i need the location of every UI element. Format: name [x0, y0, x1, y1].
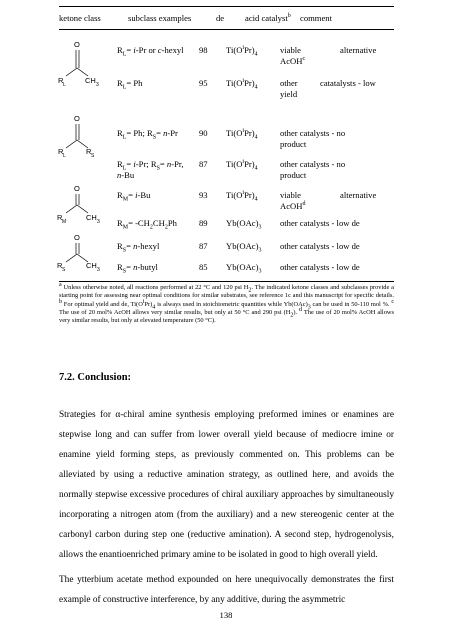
row4-subclass-a: $R_L= i-Pr$; $R_S= n-Pr$,: [117, 159, 184, 172]
svg-text:M: M: [62, 219, 67, 225]
section-heading: 7.2. Conclusion:: [59, 372, 132, 383]
header-subclass-examples: subclass examples: [128, 13, 192, 23]
row6-subclass: $R_M= -CH_2CH_2Ph$: [117, 218, 177, 231]
row1-catalyst: $Ti(O^iPr)_4$: [226, 45, 258, 58]
svg-text:3: 3: [97, 267, 100, 272]
row2-comment-a: other: [280, 78, 298, 88]
row2-de: 95: [199, 78, 208, 88]
structure-oxygen-label: O: [74, 40, 80, 49]
row3-comment-a: other catalysts - no: [280, 128, 346, 138]
row3-de: 90: [199, 128, 208, 138]
svg-text:O: O: [74, 184, 80, 193]
row3-catalyst: $Ti(O^iPr)_4$: [226, 128, 258, 141]
svg-text:L: L: [63, 153, 66, 159]
row2-comment-b: catatalysts - low: [320, 78, 376, 88]
structure-ketone-rl-rs: [57, 112, 107, 172]
row5-de: 93: [199, 190, 208, 200]
svg-text:CH: CH: [86, 213, 97, 222]
row1-comment-b: alternative: [340, 45, 377, 55]
page-number: 138: [219, 610, 233, 620]
header-comment: comment: [300, 13, 332, 23]
svg-text:R: R: [58, 147, 64, 156]
row6-de: 89: [199, 218, 208, 228]
structure-rl-label: R: [58, 76, 64, 85]
structure-methyl-ketone-rm: [57, 183, 107, 227]
row2-comment-c: yield: [280, 89, 298, 99]
table-bottom-rule: [59, 281, 394, 282]
svg-text:O: O: [74, 233, 80, 242]
row5-comment-c: AcOH$^d$: [280, 201, 306, 211]
row7-comment: other catalysts - low de: [280, 241, 360, 251]
row7-catalyst: $Yb(OAc)_3$: [226, 241, 262, 254]
svg-text:S: S: [62, 267, 66, 272]
row1-de: 98: [199, 45, 208, 55]
row5-comment-b: alternative: [340, 190, 377, 200]
structure-methyl-ketone-rl: [57, 38, 107, 98]
conclusion-paragraph-1: Strategies for α-chiral amine synthesis employing preformed imines or enamines are stepwise long and can suffer from lower overall yield because of mediocre imine or enamine yield forming steps, as previously commented on. This problems can be alleviated by using a reductive amination strategy, as outlined here, and avoids the normally stepwise excessive procedures of chiral auxiliary approaches by simultaneously incorporating a nitrogen atom (from the auxiliary) and a new stereogenic center at the carbonyl carbon during step one (reductive amination). A second step, hydrogenolysis, allows the enantioenriched primary amine to be isolated in good to high overall yield.: [59, 410, 394, 560]
row1-subclass: $R_L= i-Pr$ or c-hexyl: [117, 45, 184, 58]
svg-text:3: 3: [97, 219, 100, 225]
row5-subclass: $R_M= i-Bu$: [117, 190, 151, 203]
svg-text:R: R: [57, 261, 63, 270]
row1-comment-c: AcOH$^c$: [280, 56, 306, 66]
row4-catalyst: $Ti(O^iPr)_4$: [226, 159, 258, 172]
row4-de: 87: [199, 159, 208, 169]
row4-comment-c: product: [280, 170, 307, 180]
svg-text:CH: CH: [86, 261, 97, 270]
svg-text:O: O: [74, 114, 80, 123]
row3-subclass: $R_L= Ph$; $R_S= n-Pr$: [117, 128, 178, 141]
row8-subclass: $R_S=$ n-butyl: [117, 262, 158, 275]
row5-catalyst: $Ti(O^iPr)_4$: [226, 190, 258, 203]
svg-text:R: R: [86, 147, 92, 156]
row5-comment-a: viable: [280, 190, 301, 200]
table-footnote: $^a$ Unless otherwise noted, all reactions performed at 22 °C and 120 psi $H_2$. The indicated ketone classes and subclasses provide a starting point for assessing near optimal conditions for similar substrates, see reference 1c and this manuscript for specific details. $^b$ For optimal yield and de, $Ti(O^iPr)_4$ is always used in stoichiometric quantities while $Yb(OAc)_3$ can be used in 50-110 mol %. $^c$ The use of 20 mol% AcOH allows very similar results, but only at 50 °C and 290 psi $(H_2)$. $^d$ The use of 20 mol% AcOH allows very similar results, but only at elevated temperature (50 °C).: [59, 281, 395, 325]
svg-text:3: 3: [96, 82, 99, 88]
row4-subclass-b: n-Bu: [117, 170, 135, 180]
row6-comment: other catalysts - low de: [280, 218, 360, 228]
row2-catalyst: $Ti(O^iPr)_4$: [226, 78, 258, 91]
svg-text:R: R: [57, 213, 63, 222]
svg-text:L: L: [63, 82, 66, 88]
row6-catalyst: $Yb(OAc)_3$: [226, 218, 262, 231]
svg-text:S: S: [91, 153, 95, 159]
header-de: de: [216, 13, 225, 23]
table-top-rule: [59, 6, 394, 7]
svg-text:CH: CH: [85, 76, 96, 85]
header-acid-catalyst: acid catalyst$^b$: [245, 13, 291, 23]
row7-de: 87: [199, 241, 208, 251]
structure-methyl-ketone-rs: [57, 232, 107, 272]
row7-subclass: $R_S=$ n-hexyl: [117, 241, 160, 254]
row4-comment-a: other catalysts - no: [280, 159, 346, 169]
row1-comment-a: viable: [280, 45, 301, 55]
row8-catalyst: $Yb(OAc)_3$: [226, 262, 262, 275]
row3-comment-c: product: [280, 139, 307, 149]
row8-comment: other catalysts - low de: [280, 262, 360, 272]
conclusion-paragraph-2: The ytterbium acetate method expounded on here unequivocally demonstrates the first example of constructive interference, by any additive, during the asymmetric: [59, 575, 394, 605]
row8-de: 85: [199, 262, 208, 272]
table-header-rule: [59, 29, 394, 30]
row2-subclass: $R_L= Ph$: [117, 78, 143, 91]
header-ketone-class: ketone class: [59, 13, 101, 23]
